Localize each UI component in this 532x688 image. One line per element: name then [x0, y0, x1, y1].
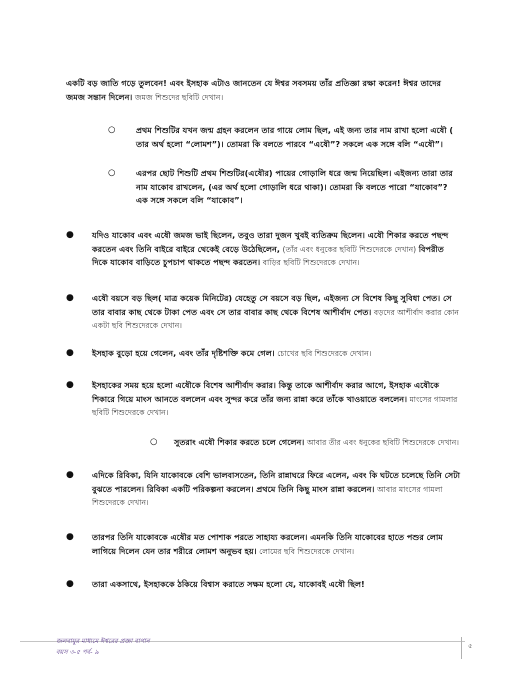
subpoint-esau-name: [136, 124, 462, 151]
bullet-isaac-old: [92, 347, 462, 361]
bullet-jacob-disguise: [92, 531, 462, 558]
bullet-icon: ●: [66, 348, 74, 358]
paragraph-text: এরপর ছোট শিশুটি প্রথম শিশুটির(এষৌর) পায়ের গোড়ালি ধরে জন্ম নিয়েছিল। এইজন্য তারা তার নাম যাকোব রাখলেন, (এর অর্থ হলো গোড়ালি ধরে থাকা)। তোমরা কি বলতে পারো “যাকোব”? এক সঙ্গে সকলে বলি “যাকোব”।: [136, 168, 453, 206]
bullet-twins-different: [92, 229, 462, 270]
bullet-icon: ●: [66, 470, 74, 480]
paragraph-text: ইসহাকের সময় হয়ে হলো এষৌকে বিশেষ আশীর্বাদ করার। কিন্তু তাকে আশীর্বাদ করার আগে, ইসহাক এষৌকে শিকারে গিয়ে মাংস আনতে বললেন এবং সুন্দর করে তাঁর জন্য রান্না করে তাঁকে খাওয়াতে বললেন।: [92, 380, 440, 404]
paragraph-text-continued: বিপরীত দিকে যাকোব বাড়িতে চুপচাপ থাকতে পছন্দ করতেন।: [92, 243, 444, 268]
bullet-icon: ●: [66, 579, 74, 589]
paragraph-text: যদিও যাকোব এবং এষৌ জমজ ভাই ছিলেন, তবুও তারা দুজন খুবই ব্যতিক্রম ছিলেন। এষৌ শিকার করতে পছন্দ করতেন এবং তিনি বাইরে বাইরে থেকেই বেড়ে উঠেছিলেন,: [92, 230, 449, 254]
bullet-esau-elder: [92, 292, 462, 333]
teacher-note: মাংসের গামলার ছবিটি শিশুদেরকে দেখান।: [92, 394, 458, 418]
paragraph-text: এদিকে রিবিকা, যিনি যাকোবকে বেশি ভালবাসতেন, তিনি রান্নাঘরে ফিরে এলেন, এবং কি ঘটতে চলেছে তিনি সেটা বুঝতে পারলেন। রিবিকা একটি পরিকল্পনা করলেন। প্রথমে তিনি কিছু মাংস রান্না করলেন।: [92, 470, 460, 494]
teacher-note: বাড়ির ছবিটি শিশুদেরকে দেখান।: [262, 258, 360, 268]
circle-bullet-icon: ○: [108, 125, 116, 135]
paragraph-text: তারা একসাথে, ইসহাককে ঠকিয়ে বিশ্বাস করাতে সক্ষম হলো যে, যাকোবই এষৌ ছিল!: [92, 579, 365, 589]
footer-age-lesson: বয়স ৩-৫ পর্ব- ৯: [56, 648, 99, 656]
paragraph-text: তারপর তিনি যাকোবকে এষৌর মত পোশাক পরতে সাহায্য করলেন। এমনকি তিনি যাকোবের হাতে পশুর লোম লাগিয়ে দিলেন যেন তার শরীরে লোমশ অনুভব হয়।: [92, 532, 443, 556]
teacher-note: বড়দের আশীর্বাদ করার কোন একটা ছবি শিশুদেরকে দেখান।: [92, 307, 459, 331]
circle-bullet-icon: ○: [150, 437, 158, 447]
circle-bullet-icon: ○: [108, 168, 116, 178]
teacher-note: লোমের ছবি শিশুদেরকে দেখান।: [259, 546, 355, 556]
bullet-icon: ●: [66, 380, 74, 390]
bullet-icon: ●: [66, 293, 74, 303]
teacher-note: চোখের ছবি শিশুদেরকে দেখান।: [277, 349, 372, 358]
teacher-note: আবার মাংসের গামলা শিশুদেরকে দেখান।: [92, 484, 443, 508]
bullet-rebekah-plan: [92, 469, 462, 510]
paragraph-text: এষৌ বয়সে বড় ছিল( মাত্র কয়েক মিনিটের) যেহেতু সে বয়সে বড় ছিল, এইজন্য সে বিশেষ কিছু সুবিধা পেত। সে তার বাবার কাছ থেকে টাকা পেত এবং সে তার বাবার কাছ থেকে বিশেষ আশীর্বাদ পেত।: [92, 293, 452, 317]
paragraph-text: প্রথম শিশুটির যখন জন্ম গ্রহন করলেন তার গায়ে লোম ছিল, এই জন্য তার নাম রাখা হলো এষৌ ( তার অর্থ হলো “লোমশ”)। তোমরা কি বলতে পারবে “এষৌ”? সকলে এক সঙ্গে বলি “এষৌ”।: [136, 125, 454, 149]
paragraph-text: ইসহাক বুড়ো হয়ে গেলেন, এবং তাঁর দৃষ্টিশক্তি কমে গেল।: [92, 348, 275, 358]
teacher-note: জমজ শিশুদের ছবিটি দেখান।: [134, 92, 224, 102]
teacher-note: (তাঁর এবং ধনুকের ছবিটি শিশুদেরকে দেখান): [282, 244, 417, 254]
bullet-icon: ●: [66, 230, 74, 240]
bullet-deceived-isaac: [92, 578, 462, 592]
bullet-blessing-time: [92, 379, 462, 420]
subpoint-esau-hunting: [174, 436, 464, 450]
paragraph-text: সুতরাং এষৌ শিকার করতে চলে গেলেন।: [174, 437, 305, 447]
paragraph-text: একটি বড় জাতি গড়ে তুলবেন! এবং ইসহাক এটাও জানতেন যে ঈশ্বর সবসময় তাঁর প্রতিজ্ঞা রক্ষা করেন! ঈশ্বর তাদের জমজ সন্তান দিলেন।: [66, 78, 441, 102]
teacher-note: আবার তীর এবং ধনুকের ছবিটি শিশুদেরকে দেখান।: [306, 438, 460, 447]
footer-series-title: জলবায়ুর মাধ্যমে ঈশ্বরের প্রজ্ঞা বাগান: [56, 637, 150, 645]
subpoint-jacob-name: [136, 167, 462, 208]
paragraph-intro: [66, 77, 458, 104]
bullet-icon: ●: [66, 532, 74, 542]
page-number-divider: [461, 637, 462, 659]
page-number: ৫: [468, 642, 473, 650]
